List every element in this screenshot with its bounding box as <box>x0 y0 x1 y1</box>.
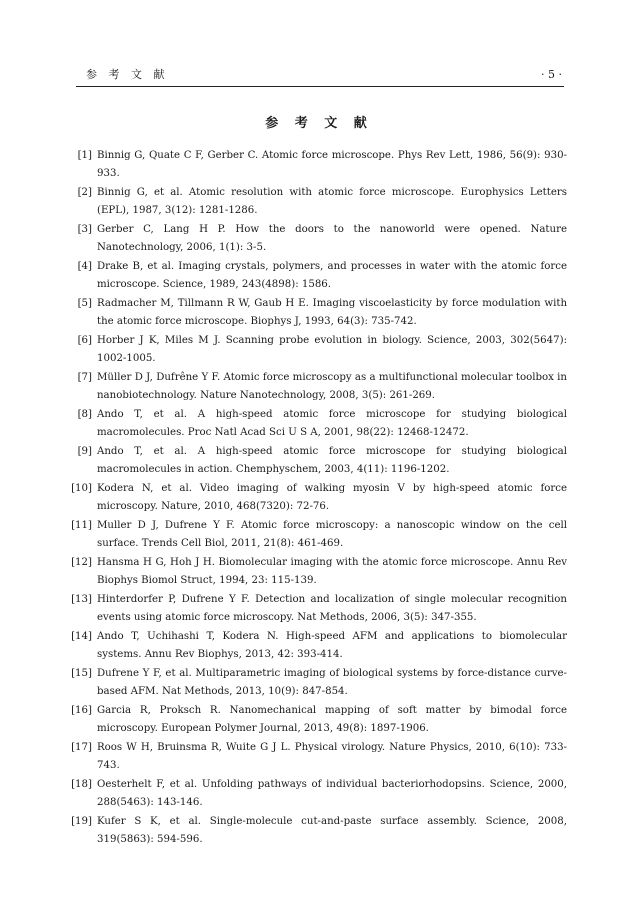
reference-item <box>64 369 567 405</box>
reference-number: [18] <box>71 779 92 790</box>
reference-item <box>64 184 567 220</box>
reference-text: Radmacher M, Tillmann R W, Gaub H E. Imaging viscoelasticity by force modulation with the atomic force microscope. Biophys J, 1993, 64(3): 735-742. <box>97 298 567 328</box>
section-title: 参 考 文 献 <box>265 116 373 131</box>
reference-text: Drake B, et al. Imaging crystals, polymers, and processes in water with the atomic force microscope. Science, 1989, 243(4898): 1586. <box>97 261 567 291</box>
reference-text: Muller D J, Dufrene Y F. Atomic force microscopy: a nanoscopic window on the cell surface. Trends Cell Biol, 2011, 21(8): 461-469. <box>97 520 567 550</box>
reference-text: Garcia R, Proksch R. Nanomechanical mapping of soft matter by bimodal force microscopy. European Polymer Journal, 2013, 49(8): 1897-1906. <box>97 705 567 735</box>
reference-text: Kodera N, et al. Video imaging of walking myosin V by high-speed atomic force microscopy. Nature, 2010, 468(7320): 72-76. <box>97 483 567 513</box>
reference-item <box>64 554 567 590</box>
reference-item <box>64 258 567 294</box>
reference-item <box>64 332 567 368</box>
reference-item <box>64 147 567 183</box>
reference-item <box>64 776 567 812</box>
reference-text: Kufer S K, et al. Single-molecule cut-and-paste surface assembly. Science, 2008, 319(5863): 594-596. <box>97 816 567 846</box>
reference-number: [10] <box>71 483 92 494</box>
reference-item <box>64 628 567 664</box>
running-header-section: 参 考 文 献 <box>86 68 169 81</box>
reference-number: [19] <box>71 816 92 827</box>
reference-number: [3] <box>77 224 92 235</box>
reference-item <box>64 702 567 738</box>
reference-item <box>64 591 567 627</box>
reference-item <box>64 443 567 479</box>
reference-text: Gerber C, Lang H P. How the doors to the nanoworld were opened. Nature Nanotechnology, 2006, 1(1): 3-5. <box>97 224 567 254</box>
reference-text: Müller D J, Dufrêne Y F. Atomic force microscopy as a multifunctional molecular toolbox in nanobiotechnology. Nature Nanotechnology, 2008, 3(5): 261-269. <box>97 372 567 402</box>
reference-item <box>64 813 567 849</box>
reference-text: Oesterhelt F, et al. Unfolding pathways of individual bacteriorhodopsins. Science, 2000, 288(5463): 143-146. <box>97 779 567 809</box>
reference-number: [6] <box>77 335 92 346</box>
running-header <box>76 66 564 87</box>
reference-text: Horber J K, Miles M J. Scanning probe evolution in biology. Science, 2003, 302(5647): 1002-1005. <box>97 335 567 365</box>
reference-number: [15] <box>71 668 92 679</box>
page-number: · 5 · <box>541 68 562 81</box>
reference-text: Ando T, et al. A high-speed atomic force microscope for studying biological macromolecules in action. Chemphyschem, 2003, 4(11): 1196-1202. <box>97 446 567 476</box>
reference-item <box>64 406 567 442</box>
reference-number: [2] <box>77 187 92 198</box>
reference-number: [13] <box>71 594 92 605</box>
reference-number: [8] <box>77 409 92 420</box>
reference-number: [14] <box>71 631 92 642</box>
reference-number: [17] <box>71 742 92 753</box>
reference-text: Ando T, Uchihashi T, Kodera N. High-speed AFM and applications to biomolecular systems. Annu Rev Biophys, 2013, 42: 393-414. <box>97 631 567 661</box>
reference-item <box>64 665 567 701</box>
reference-number: [11] <box>71 520 92 531</box>
reference-number: [16] <box>71 705 92 716</box>
reference-text: Binnig G, et al. Atomic resolution with atomic force microscope. Europhysics Letters (EPL), 1987, 3(12): 1281-1286. <box>97 187 567 217</box>
reference-item <box>64 517 567 553</box>
reference-number: [5] <box>77 298 92 309</box>
reference-number: [9] <box>77 446 92 457</box>
reference-item <box>64 221 567 257</box>
reference-text: Dufrene Y F, et al. Multiparametric imaging of biological systems by force-distance curve-based AFM. Nat Methods, 2013, 10(9): 847-854. <box>97 668 567 698</box>
reference-item <box>64 295 567 331</box>
reference-text: Roos W H, Bruinsma R, Wuite G J L. Physical virology. Nature Physics, 2010, 6(10): 733-743. <box>97 742 567 772</box>
reference-text: Ando T, et al. A high-speed atomic force microscope for studying biological macromolecules. Proc Natl Acad Sci U S A, 2001, 98(22): 12468-12472. <box>97 409 567 439</box>
reference-item <box>64 739 567 775</box>
reference-number: [12] <box>71 557 92 568</box>
reference-list <box>64 147 567 850</box>
reference-text: Hansma H G, Hoh J H. Biomolecular imaging with the atomic force microscope. Annu Rev Biophys Biomol Struct, 1994, 23: 115-139. <box>97 557 567 587</box>
reference-item <box>64 480 567 516</box>
reference-number: [1] <box>77 150 92 161</box>
reference-text: Binnig G, Quate C F, Gerber C. Atomic force microscope. Phys Rev Lett, 1986, 56(9): 930-933. <box>97 150 567 180</box>
reference-number: [4] <box>77 261 92 272</box>
reference-text: Hinterdorfer P, Dufrene Y F. Detection and localization of single molecular recognition events using atomic force microscopy. Nat Methods, 2006, 3(5): 347-355. <box>97 594 567 624</box>
reference-number: [7] <box>77 372 92 383</box>
